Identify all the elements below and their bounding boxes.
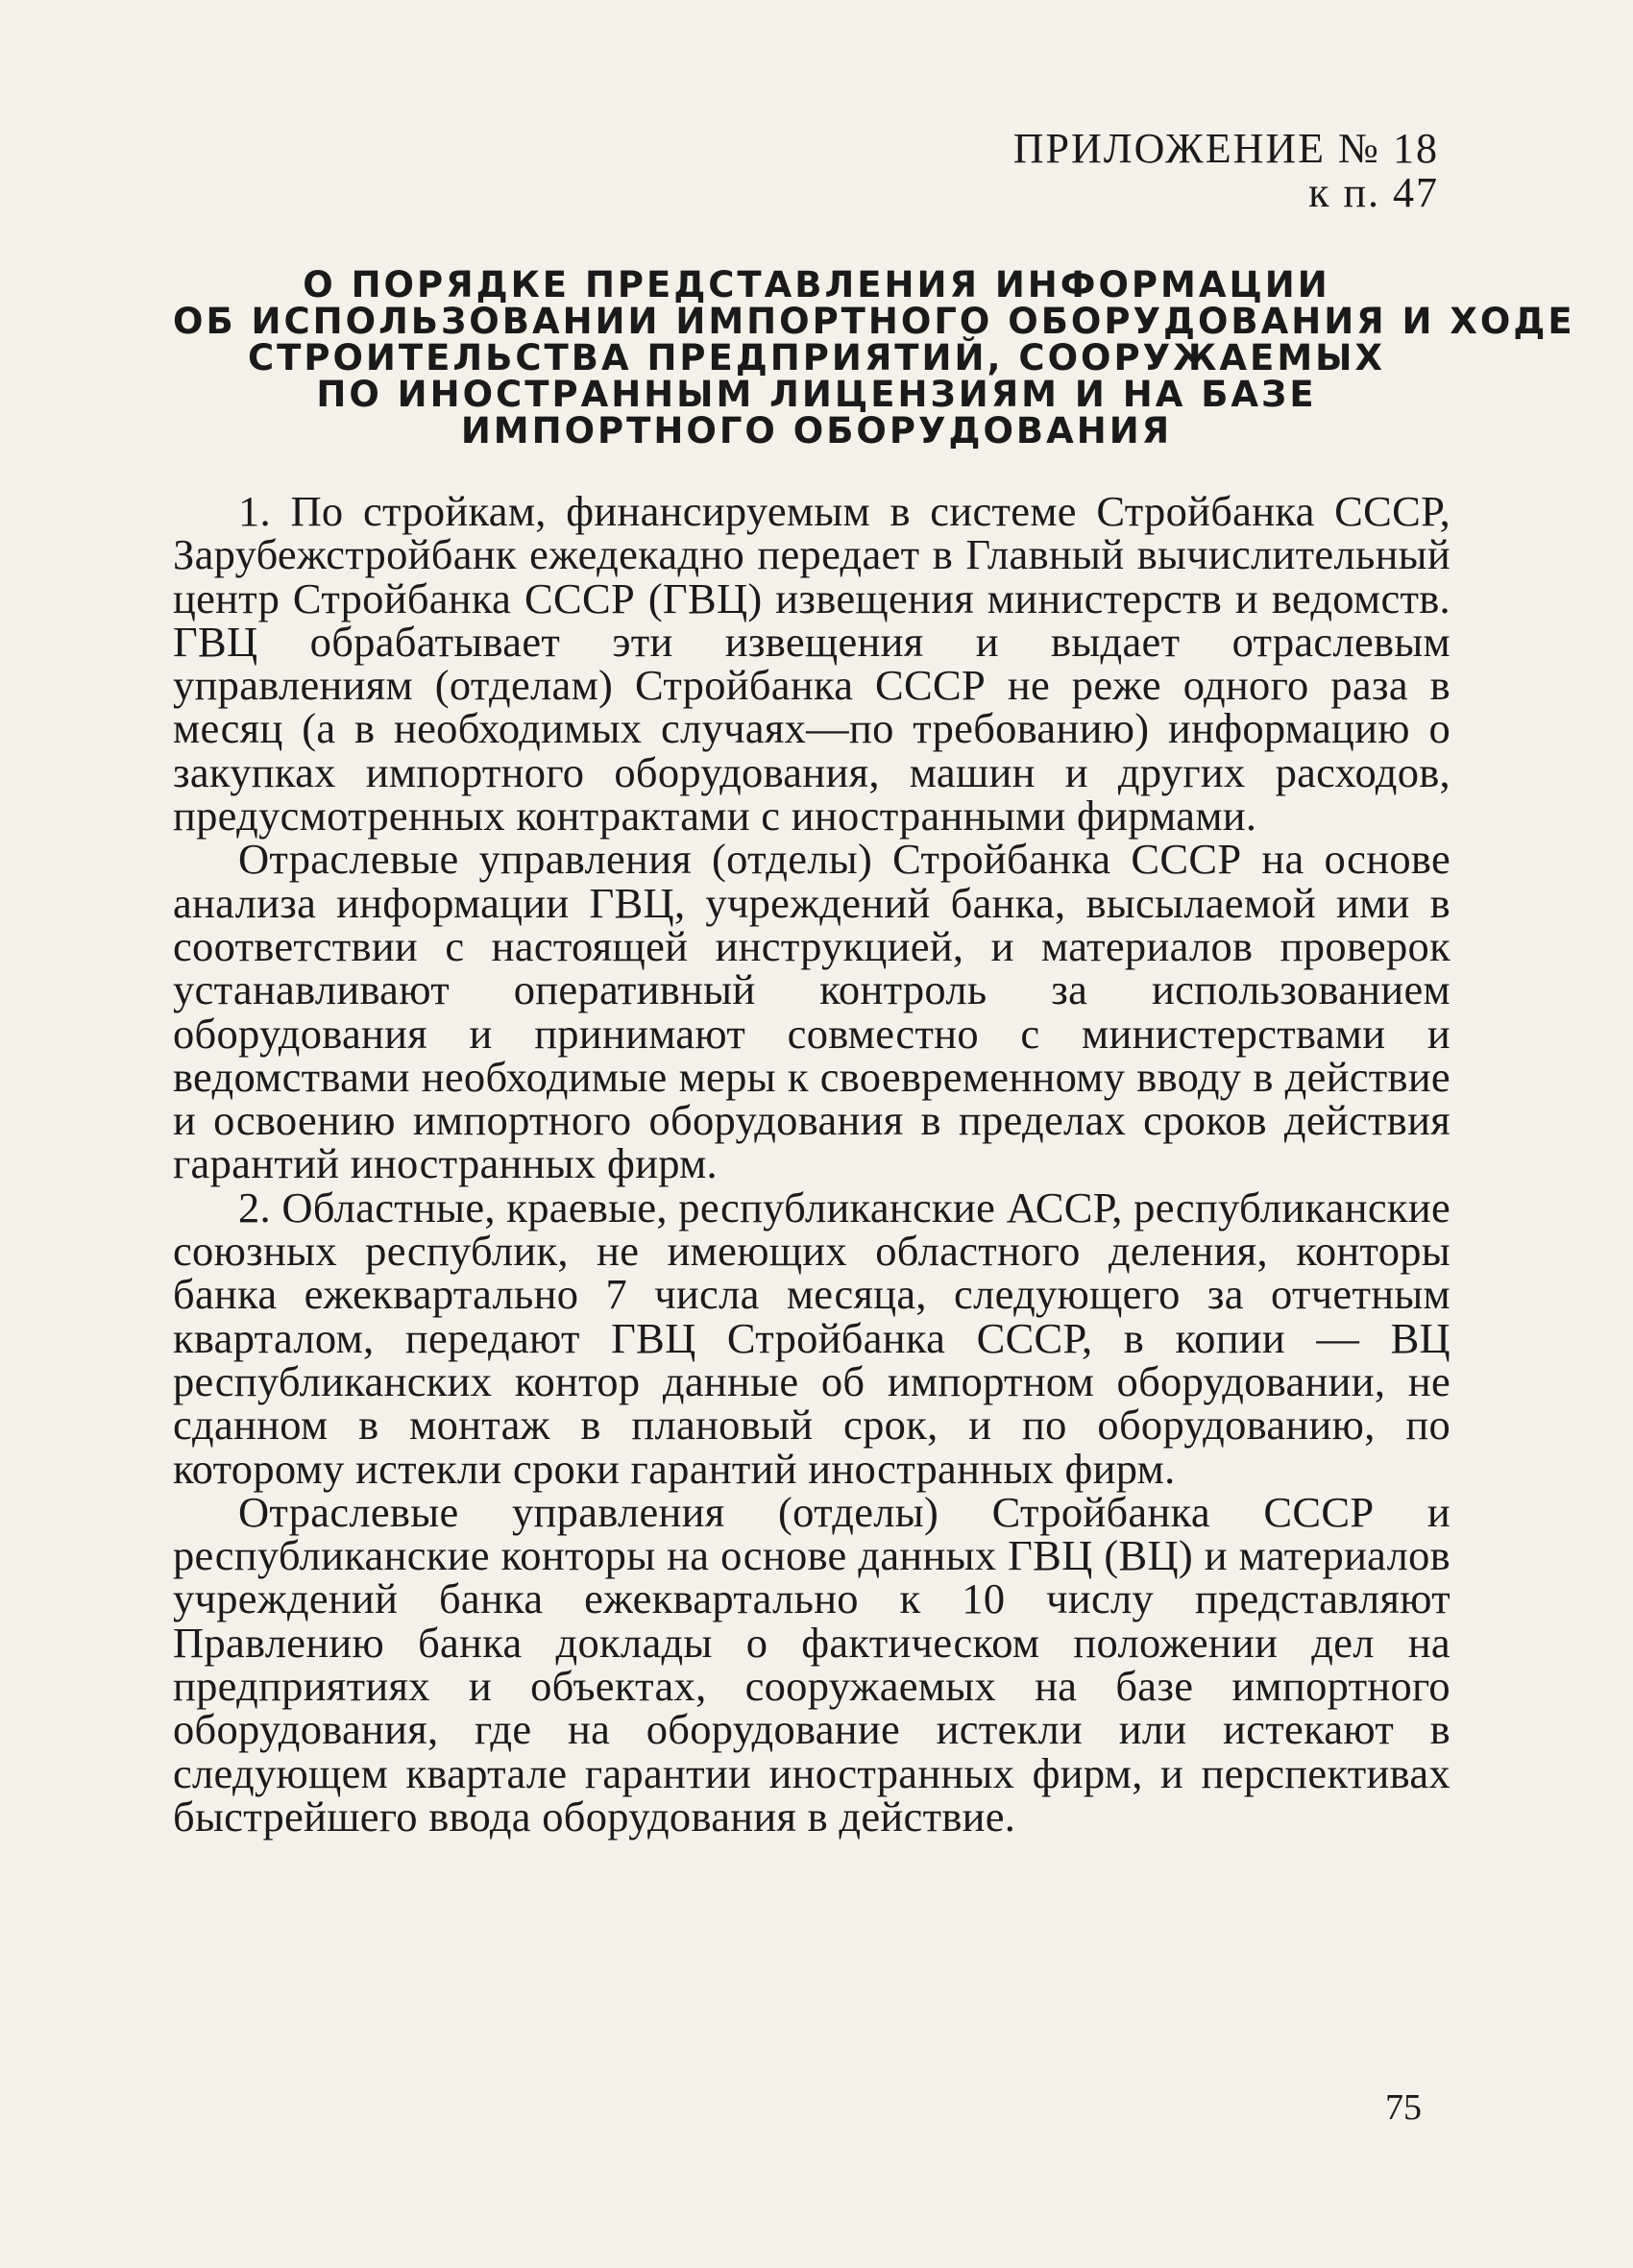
title-line: ИМПОРТНОГО ОБОРУДОВАНИЯ	[460, 410, 1173, 451]
document-title	[173, 264, 1575, 451]
paragraph-1: 1. По стройкам, финансируемым в системе Стройбанка СССР, Зарубежстройбанк ежедекадно передает в Главный вычислительный центр Стройбанка СССР (ГВЦ) извещения министерств и ведомств. ГВЦ обрабатывает эти извещения и выдает отраслевым управлениям (отделам) Стройбанка СССР не реже одного раза в месяц (а в необходимых случаях—по требованию) информацию о закупках импортного оборудования, машин и других расходов, предусмотренных контрактами с иностранными фирмами.	[173, 487, 1450, 841]
paragraph-2: Отраслевые управления (отделы) Стройбанка СССР на основе анализа информации ГВЦ, учреждений банка, высылаемой ими в соответствии с настоящей инструкцией, и материалов проверок устанавливают оперативный контроль за использованием оборудования и принимают совместно с министерствами и ведомствами необходимые меры к своевременному вводу в действие и освоению импортного оборудования в пределах сроков действия гарантий иностранных фирм.	[173, 835, 1450, 1188]
appendix-number: ПРИЛОЖЕНИЕ № 18	[1012, 125, 1439, 172]
appendix-reference: к п. 47	[1308, 169, 1439, 216]
paragraph-4: Отраслевые управления (отделы) Стройбанка СССР и республиканские конторы на основе данных ГВЦ (ВЦ) и материалов учреждений банка ежеквартально к 10 числу представляют Правлению банка доклады о фактическом положении дел на предприятиях и объектах, сооружаемых на базе импортного оборудования, где на оборудование истекли или истекают в следующем квартале гарантии иностранных фирм, и перспективах быстрейшего ввода оборудования в действие.	[173, 1487, 1450, 1841]
title-line: ПО ИНОСТРАННЫМ ЛИЦЕНЗИЯМ И НА БАЗЕ	[316, 374, 1317, 415]
document-body	[173, 487, 1450, 1841]
appendix-header	[1013, 127, 1439, 215]
paragraph-3: 2. Областные, краевые, республиканские АССР, республиканские союзных республик, не имеющих областного деления, конторы банка ежеквартально 7 числа месяца, следующего за отчетным кварталом, передают ГВЦ Стройбанка СССР, в копии — ВЦ республиканских контор данные об импортном оборудовании, не сданном в монтаж в плановый срок, и по оборудованию, по которому истекли сроки гарантий иностранных фирм.	[173, 1183, 1450, 1493]
title-line: СТРОИТЕЛЬСТВА ПРЕДПРИЯТИЙ, СООРУЖАЕМЫХ	[247, 337, 1386, 378]
title-line: ОБ ИСПОЛЬЗОВАНИИ ИМПОРТНОГО ОБОРУДОВАНИЯ И ХОДЕ	[173, 301, 1575, 342]
page-number: 75	[1385, 2087, 1422, 2128]
title-line: О ПОРЯДКЕ ПРЕДСТАВЛЕНИЯ ИНФОРМАЦИИ	[303, 264, 1330, 305]
